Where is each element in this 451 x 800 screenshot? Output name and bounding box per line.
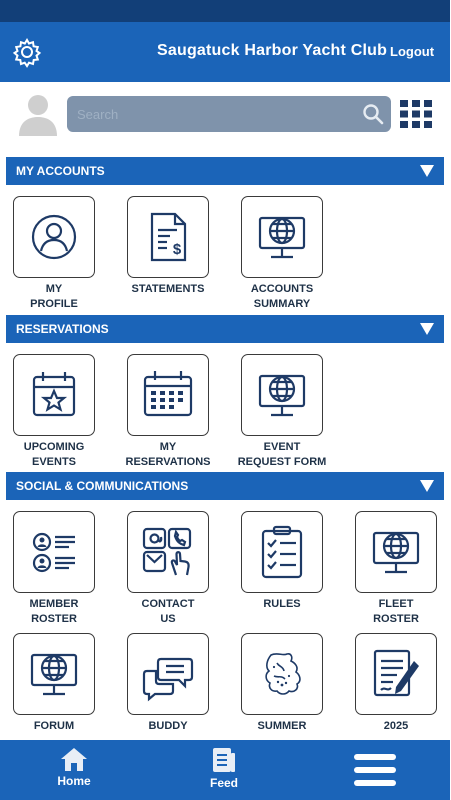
checklist-icon: [253, 523, 311, 581]
tile-caption: SUMMARY: [253, 298, 311, 310]
nav-home[interactable]: [34, 746, 114, 788]
tile-caption: UPCOMING: [23, 441, 85, 453]
tile-my-profile[interactable]: [0, 196, 109, 312]
tile-caption: FORUM: [33, 720, 75, 732]
settings-button[interactable]: [12, 37, 42, 67]
tile-upcoming-events[interactable]: [0, 354, 109, 470]
tile-caption: EVENTS: [31, 456, 76, 468]
section-label: SOCIAL & COMMUNICATIONS: [16, 479, 189, 493]
section-social-communications[interactable]: [6, 472, 444, 500]
menu-button[interactable]: [353, 752, 397, 788]
home-icon: [60, 746, 88, 772]
globe-monitor-icon: [253, 208, 311, 266]
tile-my-reservations[interactable]: [113, 354, 223, 470]
avatar[interactable]: [18, 92, 58, 136]
collapse-arrow-icon: [420, 480, 434, 492]
tile-caption: FLEET: [378, 598, 414, 610]
nav-home-label: Home: [57, 774, 91, 788]
tile-statements[interactable]: [113, 196, 223, 297]
search-icon[interactable]: [361, 102, 385, 126]
search-row: [0, 82, 450, 152]
tile-rules[interactable]: [227, 511, 337, 612]
user-avatar-icon: [18, 92, 58, 136]
calendar-star-icon: [25, 366, 83, 424]
tile-caption: STATEMENTS: [131, 283, 205, 295]
status-bar: [0, 0, 450, 22]
tile-summer[interactable]: [227, 633, 337, 734]
tile-accounts-summary[interactable]: [227, 196, 337, 312]
svg-text:$: $: [172, 241, 182, 258]
search-box: [67, 96, 391, 132]
tile-caption: ACCOUNTS: [250, 283, 314, 295]
section-label: MY ACCOUNTS: [16, 164, 105, 178]
hamburger-menu-icon: [353, 752, 397, 788]
page-title: Saugatuck Harbor Yacht Club: [157, 42, 388, 59]
globe-monitor-icon: [25, 645, 83, 703]
collapse-arrow-icon: [420, 165, 434, 177]
section-my-accounts[interactable]: [6, 157, 444, 185]
tile-caption: REQUEST FORM: [237, 456, 327, 468]
tile-caption: PROFILE: [30, 298, 78, 310]
tile-buddy[interactable]: [113, 633, 223, 734]
tile-caption: MEMBER: [29, 598, 79, 610]
tile-caption: MY: [45, 283, 63, 295]
tile-caption: BUDDY: [148, 720, 188, 732]
feed-icon: [211, 746, 237, 774]
tile-contact-us[interactable]: [113, 511, 223, 627]
statement-icon: [139, 208, 197, 266]
bottom-nav: [0, 740, 450, 800]
calendar-grid-icon: [139, 366, 197, 424]
logout-button[interactable]: Logout: [390, 44, 435, 59]
nav-feed-label: Feed: [209, 776, 238, 790]
tile-caption: CONTACT: [141, 598, 195, 610]
globe-monitor-icon: [253, 366, 311, 424]
contact-icon: [139, 523, 197, 581]
apps-grid-button[interactable]: [399, 99, 433, 129]
tile-2025[interactable]: [341, 633, 451, 734]
tile-forum[interactable]: [0, 633, 109, 734]
tile-member-roster[interactable]: [0, 511, 109, 627]
gear-icon: [12, 37, 42, 67]
globe-monitor-icon: [367, 523, 425, 581]
tile-caption: 2025: [383, 720, 409, 732]
chat-bubbles-icon: [139, 645, 197, 703]
section-label: RESERVATIONS: [16, 322, 109, 336]
profile-icon: [25, 208, 83, 266]
tile-caption: US: [160, 613, 176, 625]
tile-fleet-roster[interactable]: [341, 511, 451, 627]
grid-icon: [399, 99, 433, 129]
document-pen-icon: [367, 645, 425, 703]
tile-caption: SUMMER: [257, 720, 307, 732]
tile-caption: ROSTER: [373, 613, 419, 625]
tile-caption: RESERVATIONS: [125, 456, 211, 468]
tile-caption: RULES: [263, 598, 301, 610]
nav-feed[interactable]: [184, 746, 264, 790]
map-icon: [253, 645, 311, 703]
collapse-arrow-icon: [420, 323, 434, 335]
member-list-icon: [25, 523, 83, 581]
tile-event-request-form[interactable]: [227, 354, 337, 470]
section-reservations[interactable]: [6, 315, 444, 343]
tile-caption: ROSTER: [31, 613, 77, 625]
tile-caption: MY: [159, 441, 177, 453]
tile-caption: EVENT: [263, 441, 301, 453]
app-header: [0, 22, 450, 82]
search-input[interactable]: [77, 96, 347, 132]
